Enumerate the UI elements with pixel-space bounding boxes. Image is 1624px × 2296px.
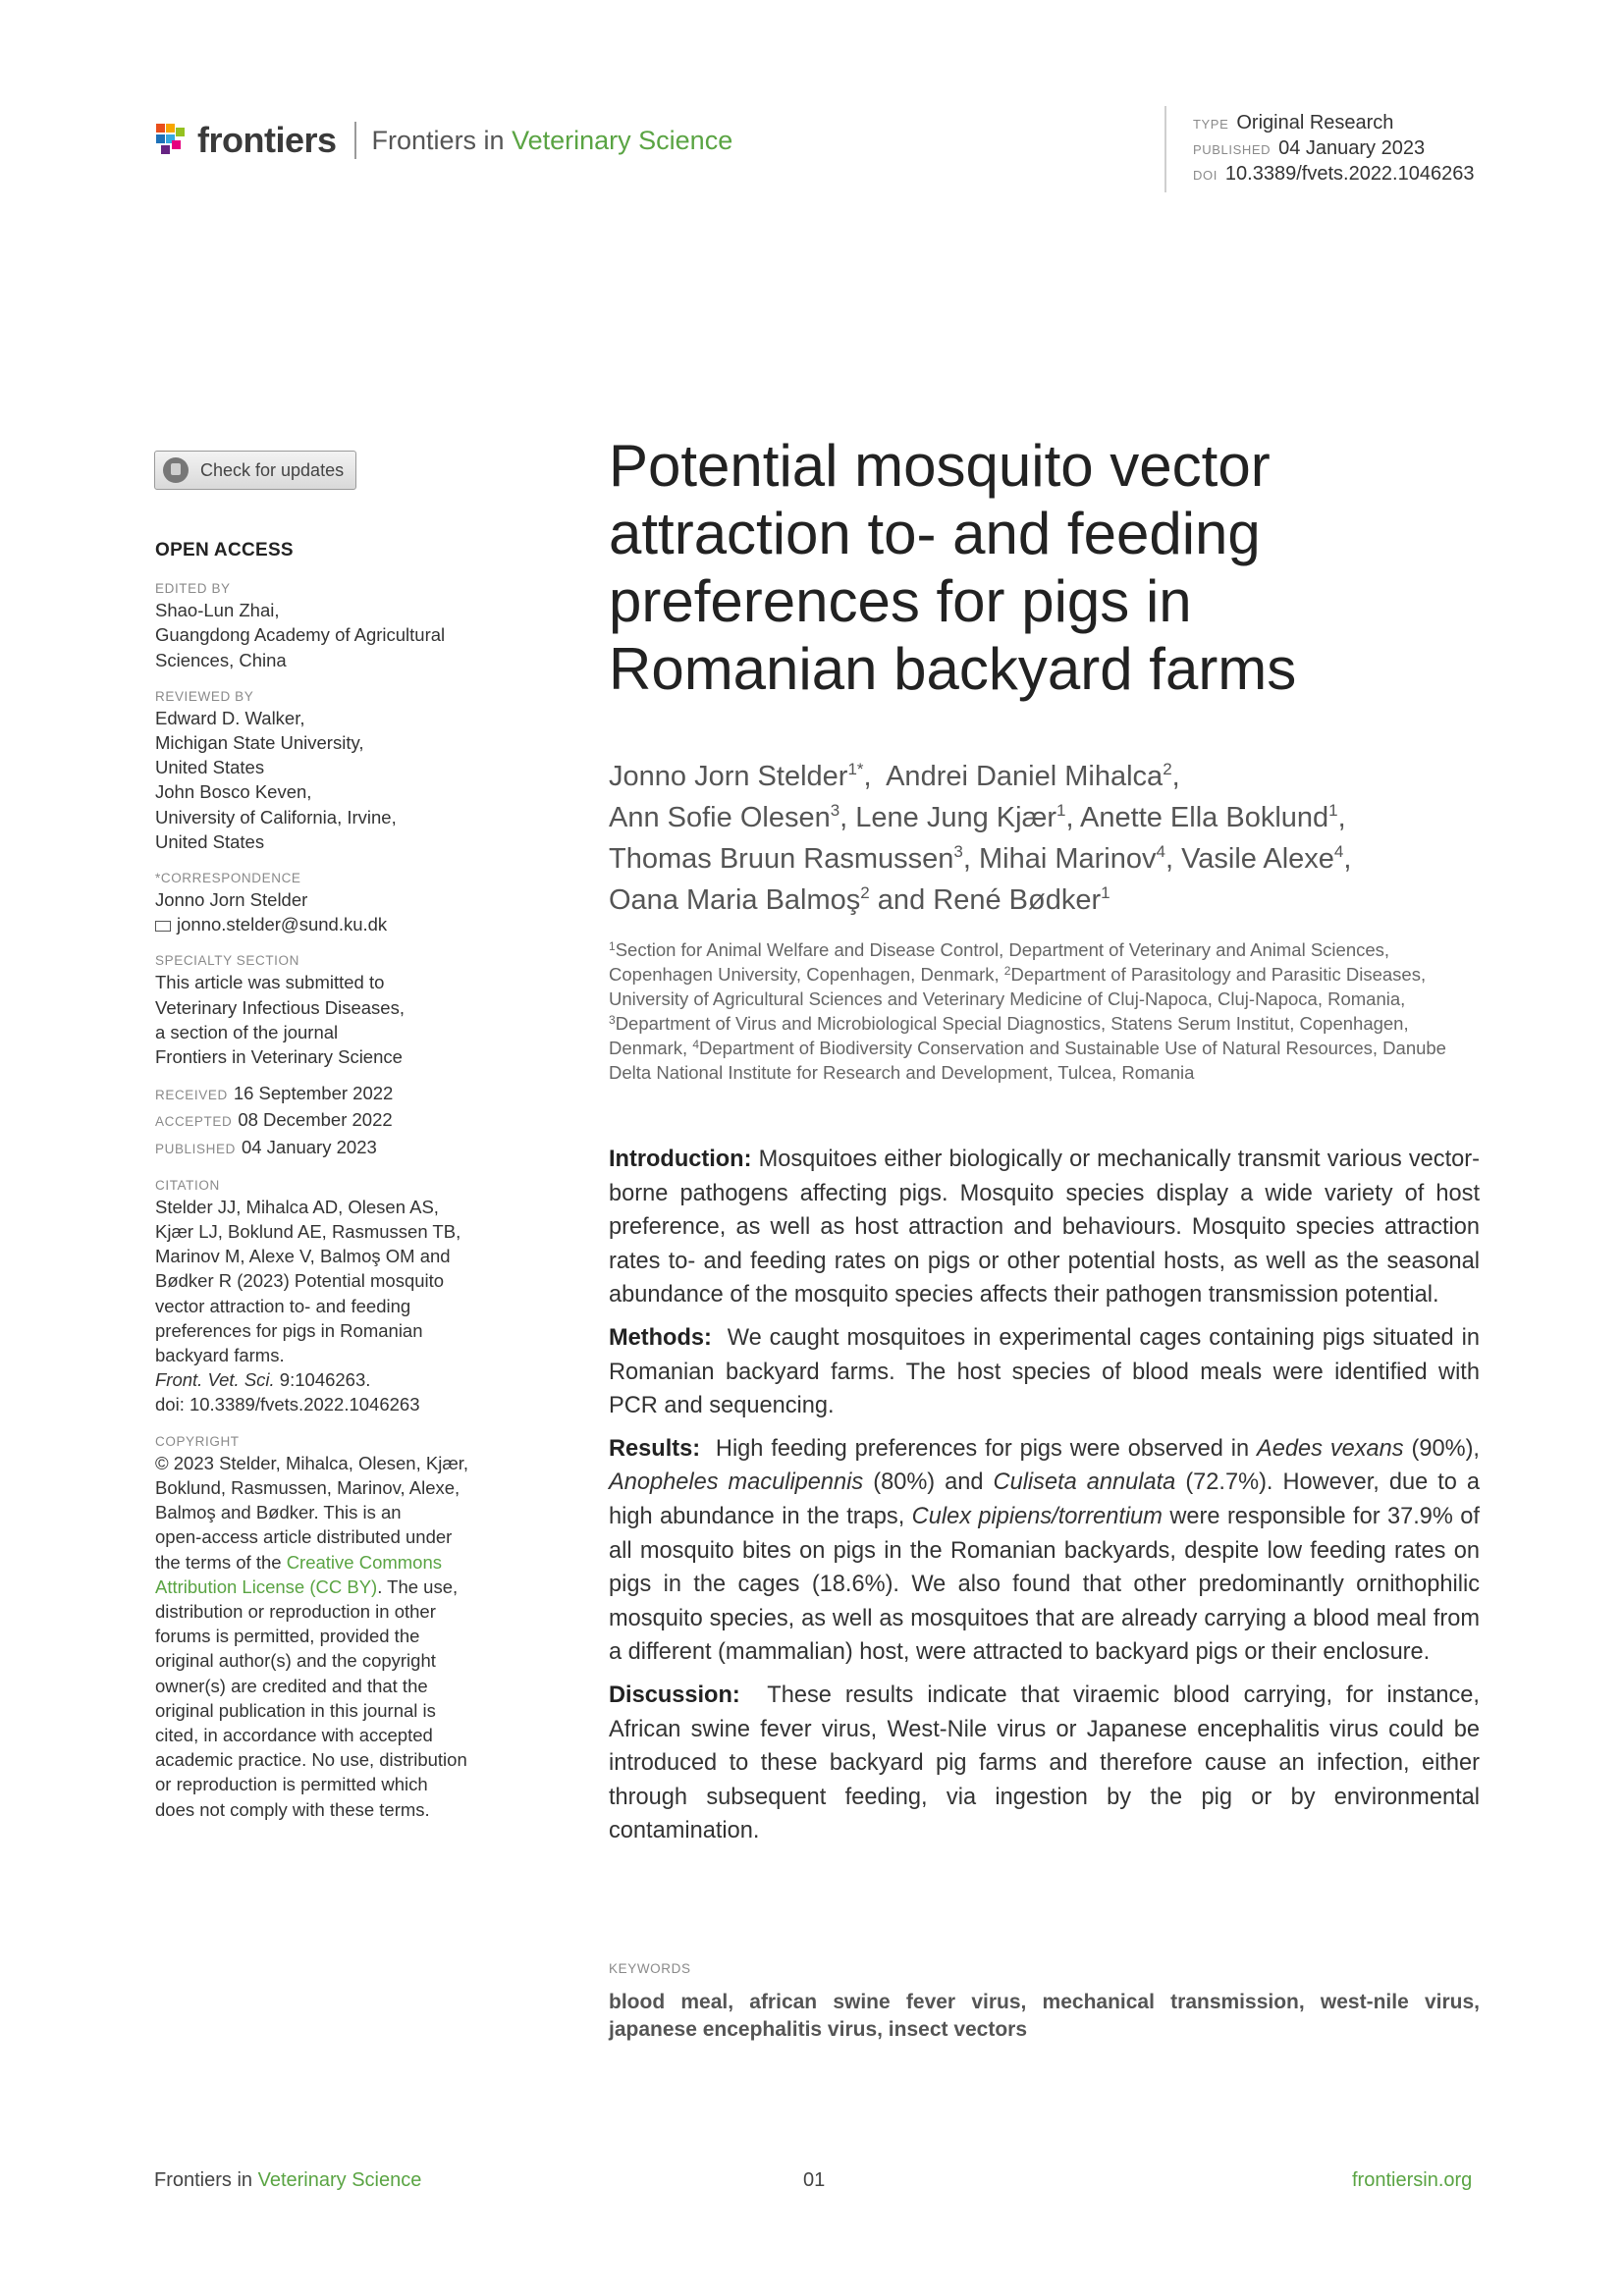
published-date-side: 04 January 2023 xyxy=(241,1136,377,1157)
mail-icon xyxy=(155,921,171,932)
doi-link[interactable]: 10.3389/fvets.2022.1046263 xyxy=(1224,163,1475,185)
correspondence-email[interactable]: jonno.stelder@sund.ku.dk xyxy=(177,914,388,935)
correspondence-name: Jonno Jorn Stelder xyxy=(155,889,308,911)
article-type: Original Research xyxy=(1236,112,1394,133)
license-link[interactable]: Creative Commons xyxy=(286,1551,443,1573)
published-date: 04 January 2023 xyxy=(1278,137,1426,159)
keywords: blood meal, african swine fever virus, mechanical transmission, west-nile virus, japanese encephalitis virus, insect vectors xyxy=(609,1991,1480,2041)
author[interactable]: Anette Ella Boklund xyxy=(1080,802,1329,833)
header-divider xyxy=(354,122,356,159)
author[interactable]: Jonno Jorn Stelder xyxy=(609,761,848,792)
edited-by-label: EDITED BY xyxy=(155,581,231,597)
abstract xyxy=(609,1143,1480,1857)
accepted-date: 08 December 2022 xyxy=(238,1109,393,1131)
keywords-label: KEYWORDS xyxy=(609,1961,691,1976)
meta-divider xyxy=(1164,106,1166,192)
author-list: Jonno Jorn Stelder$^{1*}$, Andrei Daniel Mihalca$^2$, Ann Sofie Olesen$^3$, Lene Jung Kjær$^1$, Anette Ella Boklund$^1$, Thomas Bruun Rasmussen$^3$, Mihai Marinov$^4$, Vasile Alexe$^4$, Oana Maria Balmoş$^2$ and René Bødker$^1$ xyxy=(609,760,1352,916)
sidebar: OPEN ACCESS EDITED BY Shao-Lun Zhai, Guangdong Academy of Agricultural Sciences, China REVIEWED BY Edward D. Walker, Michigan State University, United States John Bosco Keven, University of California, Irvine, United States *CORRESPONDENCE Jonno Jorn Stelder jonno.stelder@sund.ku.dk SPECIALTY SECTION This article was submitted to Veterinary Infectious Diseases, a section of the journal Frontiers in Veterinary Science RECEIVED 16 September 2022 ACCEPTED 08 December 2022 PUBLISHED 04 January 2023 CITATION Stelder JJ, Mihalca AD, Olesen AS, Kjær LJ, Boklund AE, Rasmussen TB, Marinov M, Alexe V, Balmoş OM and Bødker R (2023) Potential mosquito vector attraction to- and feeding preferences for pigs in Romanian backyard farms. Front. Vet. Sci. 9:1046263. doi: 10.3389/fvets.2022.1046263 COPYRIGHT © 2023 Stelder, Mihalca, Olesen, Kjær, Boklund, Rasmussen, Marinov, Alexe, Balmoş and Bødker. This is an open-access article distributed under the terms of the Creative Commons Attribution License (CC BY). The use, distribution or reproduction in other forums is permitted, provided the original author(s) and the copyright owner(s) are credited and that the original publication in this journal is cited, in accordance with accepted academic practice. No use, distribution or reproduction is permitted which does not comply with these terms. xyxy=(155,538,509,1822)
reviewed-by-label: REVIEWED BY xyxy=(155,688,254,704)
article-title: Potential mosquito vector attraction to- and feeding preferences for pigs in Romanian backyard farms xyxy=(609,433,1297,702)
journal-name[interactable]: Frontiers in Veterinary Science xyxy=(371,125,733,155)
abstract-introduction: Introduction: Mosquitoes either biologically or mechanically transmit various vector-borne pathogens affecting pigs. Mosquito species display a wide variety of host preference, as well as host attraction and behaviours. Mosquito species attraction rates to- and feeding rates on pigs or other potential hosts, as well as the seasonal abundance of the mosquito species affects their pathogen transmission potential. xyxy=(609,1147,1480,1308)
author[interactable]: Andrei Daniel Mihalca xyxy=(886,761,1164,792)
footer-journal[interactable]: Frontiers in Veterinary Science xyxy=(154,2169,422,2191)
copyright-label: COPYRIGHT xyxy=(155,1433,240,1449)
frontiers-logo-icon xyxy=(154,122,188,159)
author[interactable]: Oana Maria Balmoş xyxy=(609,884,861,916)
author[interactable]: Lene Jung Kjær xyxy=(855,802,1057,833)
license-link-cont[interactable]: Attribution License (CC BY) xyxy=(155,1575,378,1597)
page-number: 01 xyxy=(803,2169,826,2191)
received-date: 16 September 2022 xyxy=(233,1083,394,1104)
affiliations: $^1$Section for Animal Welfare and Disease Control, Department of Veterinary and Animal Sciences, Copenhagen University, Copenhagen, Denmark, $^2$Department of Parasitology and Parasitic Diseases, University of Agricultural Sciences and Veterinary Medicine of Cluj-Napoca, Cluj-Napoca, Romania, $^3$Department of Virus and Microbiological Special Diagnostics, Statens Serum Institut, Copenhagen, Denmark, $^4$Department of Biodiversity Conservation and Sustainable Use of Natural Resources, Danube Delta National Institute for Research and Development, Tulcea, Romania xyxy=(609,939,1446,1083)
author[interactable]: René Bødker xyxy=(933,884,1102,916)
author[interactable]: Mihai Marinov xyxy=(978,843,1157,875)
article-meta: TYPE Original Research PUBLISHED 04 January 2023 DOI 10.3389/fvets.2022.1046263 xyxy=(1193,112,1475,185)
frontiers-logo[interactable] xyxy=(154,120,732,161)
citation-label: CITATION xyxy=(155,1177,220,1193)
bookmark-icon xyxy=(163,457,189,483)
open-access-label: OPEN ACCESS xyxy=(155,540,294,561)
abstract-discussion: Discussion: These results indicate that viraemic blood carrying, for instance, African swine fever virus, West-Nile virus or Japanese encephalitis virus could be introduced to these backyard pig farms and therefore cause an infection, either through subsequent feeding, via ingestion by the pig or by environmental contamination. xyxy=(609,1682,1480,1844)
abstract-results: Results: High feeding preferences for pigs were observed in Aedes vexans (90%), Anopheles maculipennis (80%) and Culiseta annulata (72.7%). However, due to a high abundance in the traps, Culex pipiens/torrentium were responsible for 37.9% of all mosquito bites on pigs in the Romanian backyards, despite low feeding rates on pigs in the cages (18.6%). We also found that other predominantly ornithophilic mosquito species, as well as mosquitoes that are already carrying a blood meal from a different (mammalian) host, were attracted to backyard pigs or their enclosure. xyxy=(609,1435,1481,1666)
author[interactable]: Thomas Bruun Rasmussen xyxy=(609,843,954,875)
author[interactable]: Ann Sofie Olesen xyxy=(609,802,831,833)
citation-doi[interactable]: doi: 10.3389/fvets.2022.1046263 xyxy=(155,1394,420,1415)
check-for-updates-button[interactable]: Check for updates xyxy=(154,451,356,490)
footer-site-link[interactable]: frontiersin.org xyxy=(1352,2169,1473,2191)
specialty-label: SPECIALTY SECTION xyxy=(155,953,299,969)
author[interactable]: Vasile Alexe xyxy=(1181,843,1334,875)
correspondence-label: *CORRESPONDENCE xyxy=(155,871,301,886)
brand-wordmark: frontiers xyxy=(197,120,337,160)
abstract-methods: Methods: We caught mosquitoes in experimental cages containing pigs situated in Romanian backyard farms. The host species of blood meals were identified with PCR and sequencing. xyxy=(609,1324,1480,1419)
